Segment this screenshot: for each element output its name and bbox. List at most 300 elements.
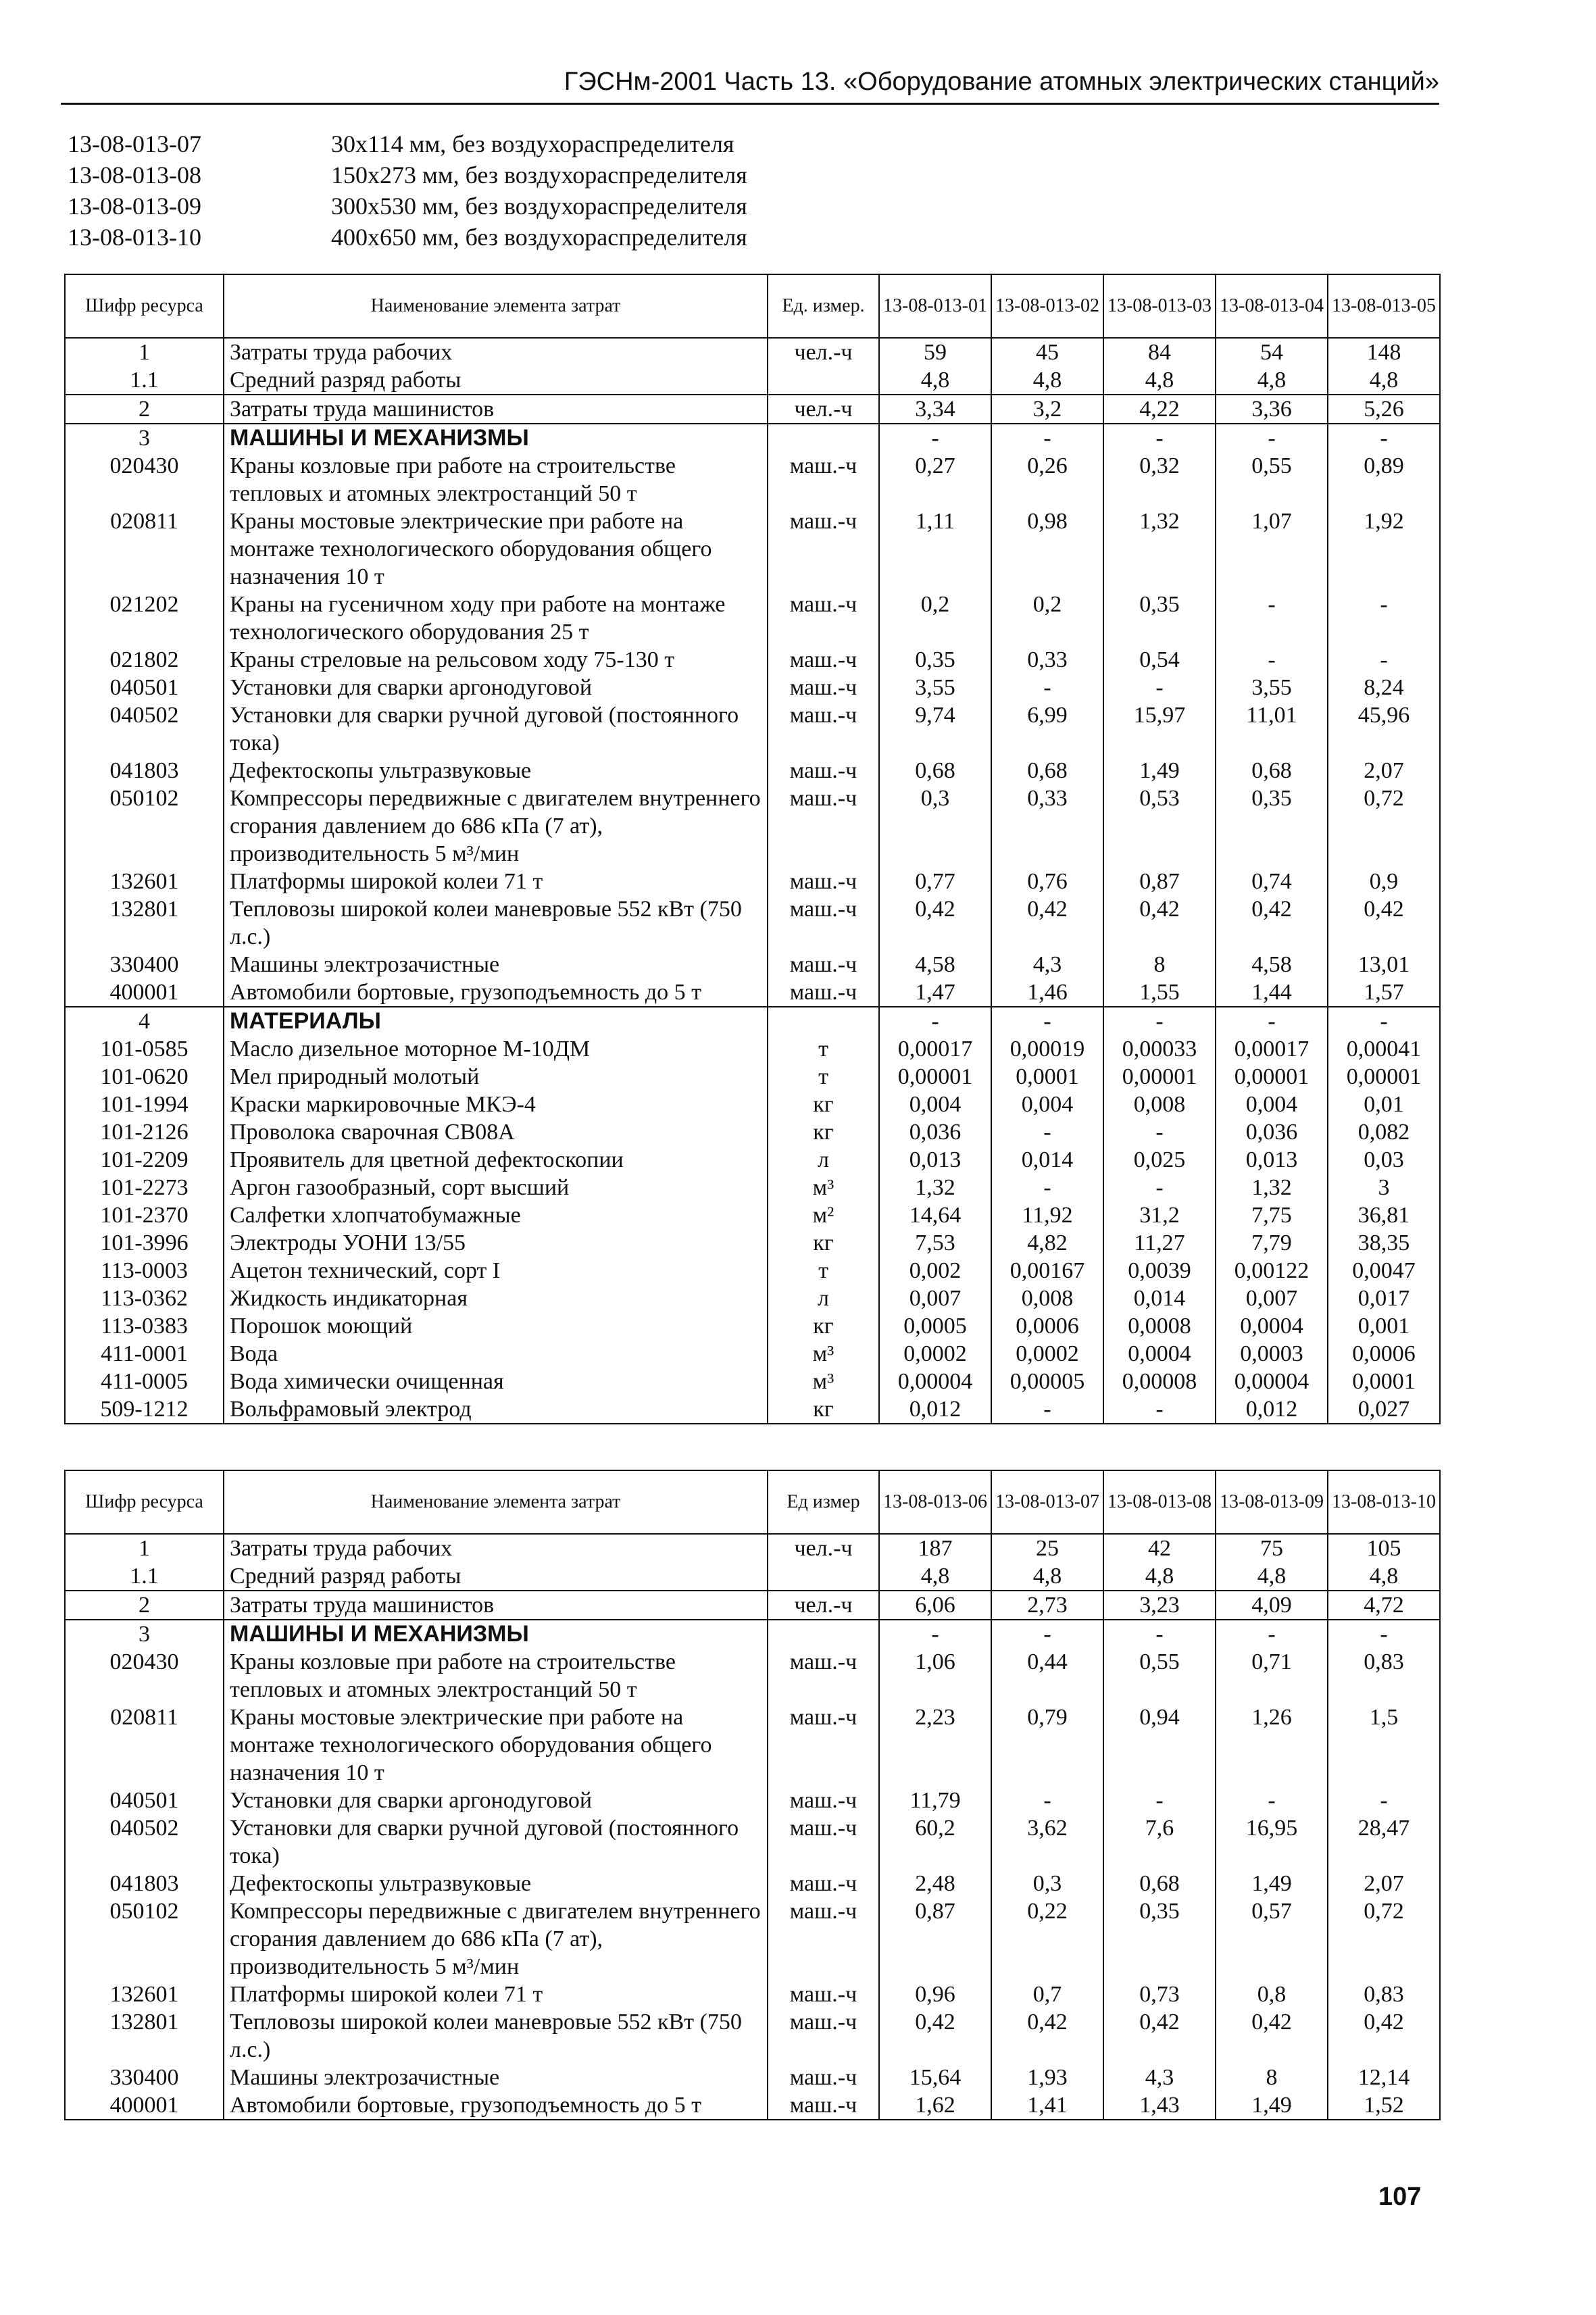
identifier-text: 30x114 мм, без воздухораспределителя <box>331 130 734 157</box>
resource-name: МАШИНЫ И МЕХАНИЗМЫ <box>224 424 768 452</box>
resource-value: 0,00041 <box>1328 1035 1440 1063</box>
resource-code: 050102 <box>65 1897 224 1981</box>
resource-name: Затраты труда рабочих <box>224 338 768 366</box>
resource-value: 1,41 <box>991 2091 1103 2120</box>
resource-value: 4,8 <box>879 1562 991 1591</box>
resource-name: Ацетон технический, сорт I <box>224 1257 768 1285</box>
resource-name: Компрессоры передвижные с двигателем внутреннего сгорания давлением до 686 кПа (7 ат), производительность 5 м³/мин <box>224 785 768 868</box>
resource-value: 4,8 <box>1216 366 1328 395</box>
resource-value: - <box>1216 1620 1328 1648</box>
table-row <box>65 1312 1440 1340</box>
table-row <box>65 895 1440 951</box>
resource-value: 4,8 <box>991 366 1103 395</box>
resource-value: 0,79 <box>991 1703 1103 1787</box>
resource-value: 1,5 <box>1328 1703 1440 1787</box>
resource-value: 1,44 <box>1216 978 1328 1007</box>
resource-name: Машины электрозачистные <box>224 2064 768 2091</box>
resource-value: 3,55 <box>879 674 991 701</box>
page-number: 107 <box>1378 2183 1422 2211</box>
resource-unit: маш.-ч <box>768 701 879 757</box>
identifier-row <box>68 191 747 222</box>
resource-code: 113-0383 <box>65 1312 224 1340</box>
resource-value: 1,32 <box>1103 507 1216 591</box>
resource-name: Салфетки хлопчатобумажные <box>224 1201 768 1229</box>
resource-name: Вольфрамовый электрод <box>224 1395 768 1424</box>
resource-code: 040502 <box>65 1814 224 1870</box>
identifier-row <box>68 159 747 191</box>
resource-name: Жидкость индикаторная <box>224 1285 768 1312</box>
resource-value: 1,57 <box>1328 978 1440 1007</box>
resource-value: 0,0004 <box>1216 1312 1328 1340</box>
table-row <box>65 1981 1440 2008</box>
resource-value: 84 <box>1103 338 1216 366</box>
resource-value: - <box>1103 1787 1216 1814</box>
resource-unit <box>768 1562 879 1591</box>
identifier-row <box>68 128 747 159</box>
resource-unit: маш.-ч <box>768 1981 879 2008</box>
resource-value: 2,23 <box>879 1703 991 1787</box>
resource-value: 0,014 <box>991 1146 1103 1174</box>
resource-unit: кг <box>768 1118 879 1146</box>
table-row <box>65 452 1440 507</box>
resource-unit: маш.-ч <box>768 951 879 978</box>
resource-name: Порошок моющий <box>224 1312 768 1340</box>
resource-name: Краны стреловые на рельсовом ходу 75-130 т <box>224 646 768 674</box>
resource-code: 509-1212 <box>65 1395 224 1424</box>
resource-unit: маш.-ч <box>768 1814 879 1870</box>
resource-value: 4,8 <box>1216 1562 1328 1591</box>
resource-value: 31,2 <box>1103 1201 1216 1229</box>
resource-value: - <box>1328 646 1440 674</box>
table-header-row <box>65 274 1440 338</box>
resource-value: 1,49 <box>1216 2091 1328 2120</box>
resource-name: Машины электрозачистные <box>224 951 768 978</box>
table-row <box>65 395 1440 424</box>
resource-value: 0,3 <box>879 785 991 868</box>
resource-value: 0,013 <box>1216 1146 1328 1174</box>
resource-value: 0,35 <box>879 646 991 674</box>
identifier-code: 13-08-013-10 <box>68 224 201 251</box>
table-row <box>65 1285 1440 1312</box>
resource-unit: маш.-ч <box>768 1703 879 1787</box>
resource-name: Установки для сварки аргонодуговой <box>224 674 768 701</box>
resource-value: 0,0039 <box>1103 1257 1216 1285</box>
resource-unit: м² <box>768 1201 879 1229</box>
resource-value: 7,6 <box>1103 1814 1216 1870</box>
resource-value: 15,97 <box>1103 701 1216 757</box>
resource-value: 59 <box>879 338 991 366</box>
resource-value: 15,64 <box>879 2064 991 2091</box>
resource-unit: маш.-ч <box>768 674 879 701</box>
resource-value: 0,00019 <box>991 1035 1103 1063</box>
resource-code: 1.1 <box>65 366 224 395</box>
resource-value: 4,8 <box>1328 1562 1440 1591</box>
resource-value: 0,42 <box>1216 2008 1328 2064</box>
resource-value: - <box>1216 646 1328 674</box>
resource-name: Проявитель для цветной дефектоскопии <box>224 1146 768 1174</box>
resource-value: 0,42 <box>991 2008 1103 2064</box>
resource-value: 0,082 <box>1328 1118 1440 1146</box>
table-row <box>65 338 1440 366</box>
resource-value: 0,025 <box>1103 1146 1216 1174</box>
table-row <box>65 1174 1440 1201</box>
resource-value: 14,64 <box>879 1201 991 1229</box>
resource-value: 0,3 <box>991 1870 1103 1897</box>
resource-unit: чел.-ч <box>768 1534 879 1562</box>
resource-value: 0,7 <box>991 1981 1103 2008</box>
resource-unit: маш.-ч <box>768 507 879 591</box>
resource-value: 1,62 <box>879 2091 991 2120</box>
resource-value: 0,00122 <box>1216 1257 1328 1285</box>
resource-value: 0,012 <box>1216 1395 1328 1424</box>
header-name: Наименование элемента затрат <box>224 274 768 338</box>
resource-value: 0,03 <box>1328 1146 1440 1174</box>
resource-value: 1,32 <box>1216 1174 1328 1201</box>
resource-unit: маш.-ч <box>768 1648 879 1703</box>
resource-unit: маш.-ч <box>768 868 879 895</box>
resource-name: Масло дизельное моторное М-10ДМ <box>224 1035 768 1063</box>
table-row <box>65 1146 1440 1174</box>
resource-unit: кг <box>768 1312 879 1340</box>
table-row <box>65 1118 1440 1146</box>
resource-code: 101-2126 <box>65 1118 224 1146</box>
resource-value: 0,0004 <box>1103 1340 1216 1368</box>
resource-value: 6,06 <box>879 1591 991 1620</box>
resource-value: 0,9 <box>1328 868 1440 895</box>
resource-code: 041803 <box>65 757 224 785</box>
header-column: 13-08-013-07 <box>991 1470 1103 1534</box>
resource-value: 0,00008 <box>1103 1368 1216 1395</box>
resource-value: 38,35 <box>1328 1229 1440 1257</box>
resource-unit: маш.-ч <box>768 785 879 868</box>
resource-value: 0,32 <box>1103 452 1216 507</box>
resource-unit: маш.-ч <box>768 2091 879 2120</box>
resource-value: 4,3 <box>1103 2064 1216 2091</box>
resource-value: 0,004 <box>879 1091 991 1118</box>
resource-name: Компрессоры передвижные с двигателем внутреннего сгорания давлением до 686 кПа (7 ат), производительность 5 м³/мин <box>224 1897 768 1981</box>
resource-value: - <box>1103 1174 1216 1201</box>
resource-value: 0,00001 <box>879 1063 991 1091</box>
resource-value: 0,036 <box>1216 1118 1328 1146</box>
resource-value: 4,3 <box>991 951 1103 978</box>
table-row <box>65 646 1440 674</box>
resource-code: 050102 <box>65 785 224 868</box>
table-row <box>65 1395 1440 1424</box>
resource-value: 1,07 <box>1216 507 1328 591</box>
table-row <box>65 1562 1440 1591</box>
header-unit: Ед измер <box>768 1470 879 1534</box>
resource-table-1 <box>64 274 1441 1424</box>
resource-code: 041803 <box>65 1870 224 1897</box>
resource-value: 187 <box>879 1534 991 1562</box>
resource-code: 132801 <box>65 2008 224 2064</box>
resource-value: 0,72 <box>1328 785 1440 868</box>
resource-value: 0,35 <box>1103 591 1216 646</box>
resource-value: 3,36 <box>1216 395 1328 424</box>
table-row <box>65 757 1440 785</box>
resource-code: 101-0585 <box>65 1035 224 1063</box>
resource-value: 0,55 <box>1103 1648 1216 1703</box>
identifier-text: 400x650 мм, без воздухораспределителя <box>331 224 747 251</box>
table-row <box>65 951 1440 978</box>
resource-value: 5,26 <box>1328 395 1440 424</box>
resource-value: 3,34 <box>879 395 991 424</box>
table-row <box>65 1648 1440 1703</box>
resource-value: 0,73 <box>1103 1981 1216 2008</box>
resource-value: 4,58 <box>879 951 991 978</box>
resource-value: 45 <box>991 338 1103 366</box>
resource-value: 4,8 <box>1328 366 1440 395</box>
resource-code: 132601 <box>65 1981 224 2008</box>
resource-name: Краны мостовые электрические при работе на монтаже технологического оборудования общего назначения 10 т <box>224 1703 768 1787</box>
header-code: Шифр ресурса <box>65 274 224 338</box>
resource-value: 7,53 <box>879 1229 991 1257</box>
resource-value: 4,8 <box>1103 1562 1216 1591</box>
table-row <box>65 1703 1440 1787</box>
resource-value: 0,68 <box>879 757 991 785</box>
identifier-text: 300x530 мм, без воздухораспределителя <box>331 193 747 220</box>
resource-value: 0,036 <box>879 1118 991 1146</box>
resource-value: 0,42 <box>1103 895 1216 951</box>
resource-value: 1,43 <box>1103 2091 1216 2120</box>
identifier-code: 13-08-013-07 <box>68 130 201 157</box>
resource-value: 0,014 <box>1103 1285 1216 1312</box>
resource-unit: маш.-ч <box>768 757 879 785</box>
table-row <box>65 978 1440 1007</box>
resource-value: 0,71 <box>1216 1648 1328 1703</box>
header-unit: Ед. измер. <box>768 274 879 338</box>
resource-unit: л <box>768 1146 879 1174</box>
resource-value: 0,00005 <box>991 1368 1103 1395</box>
resource-code: 132801 <box>65 895 224 951</box>
resource-value: 0,68 <box>991 757 1103 785</box>
resource-code: 101-2273 <box>65 1174 224 1201</box>
resource-value: 1,93 <box>991 2064 1103 2091</box>
resource-value: 25 <box>991 1534 1103 1562</box>
resource-unit: чел.-ч <box>768 395 879 424</box>
resource-name: Вода <box>224 1340 768 1368</box>
resource-value: 6,99 <box>991 701 1103 757</box>
header-column: 13-08-013-01 <box>879 274 991 338</box>
resource-code: 113-0362 <box>65 1285 224 1312</box>
resource-value: 0,0001 <box>1328 1368 1440 1395</box>
identifier-code: 13-08-013-09 <box>68 193 201 220</box>
resource-value: 0,00033 <box>1103 1035 1216 1063</box>
resource-value: 0,87 <box>1103 868 1216 895</box>
header-column: 13-08-013-04 <box>1216 274 1328 338</box>
table-row <box>65 1591 1440 1620</box>
resource-value: 0,42 <box>879 895 991 951</box>
resource-value: 3,23 <box>1103 1591 1216 1620</box>
resource-value: - <box>879 424 991 452</box>
resource-value: 8,24 <box>1328 674 1440 701</box>
resource-value: 4,09 <box>1216 1591 1328 1620</box>
table-row <box>65 2091 1440 2120</box>
resource-unit: м³ <box>768 1174 879 1201</box>
resource-code: 020811 <box>65 507 224 591</box>
resource-unit: маш.-ч <box>768 2008 879 2064</box>
resource-value: 0,0001 <box>991 1063 1103 1091</box>
resource-value: - <box>1328 1620 1440 1648</box>
resource-value: 45,96 <box>1328 701 1440 757</box>
resource-value: 1,52 <box>1328 2091 1440 2120</box>
header-column: 13-08-013-10 <box>1328 1470 1440 1534</box>
resource-value: 1,06 <box>879 1648 991 1703</box>
resource-name: Средний разряд работы <box>224 1562 768 1591</box>
resource-value: 0,27 <box>879 452 991 507</box>
header-column: 13-08-013-08 <box>1103 1470 1216 1534</box>
resource-value: - <box>1103 1395 1216 1424</box>
header-column: 13-08-013-05 <box>1328 274 1440 338</box>
table-row <box>65 424 1440 452</box>
resource-value: 0,013 <box>879 1146 991 1174</box>
resource-value: 0,96 <box>879 1981 991 2008</box>
table-row <box>65 1091 1440 1118</box>
resource-name: Установки для сварки аргонодуговой <box>224 1787 768 1814</box>
resource-unit: маш.-ч <box>768 1870 879 1897</box>
resource-value: 4,58 <box>1216 951 1328 978</box>
resource-value: - <box>991 424 1103 452</box>
table-row <box>65 591 1440 646</box>
resource-unit: чел.-ч <box>768 338 879 366</box>
resource-value: 0,00017 <box>1216 1035 1328 1063</box>
resource-value: - <box>1216 1787 1328 1814</box>
page-header-title: ГЭСНм-2001 Часть 13. «Оборудование атомных электрических станций» <box>564 68 1439 96</box>
resource-value: 3 <box>1328 1174 1440 1201</box>
resource-value: 13,01 <box>1328 951 1440 978</box>
resource-value: 0,33 <box>991 646 1103 674</box>
resource-value: 0,87 <box>879 1897 991 1981</box>
resource-code: 101-2370 <box>65 1201 224 1229</box>
resource-unit: м³ <box>768 1340 879 1368</box>
resource-value: 3,55 <box>1216 674 1328 701</box>
resource-value: 11,01 <box>1216 701 1328 757</box>
resource-value: 0,2 <box>991 591 1103 646</box>
table-row <box>65 2008 1440 2064</box>
table-row <box>65 1534 1440 1562</box>
resource-unit <box>768 1007 879 1035</box>
resource-value: - <box>1103 424 1216 452</box>
table-row <box>65 868 1440 895</box>
resource-unit <box>768 424 879 452</box>
resource-value: - <box>1103 1118 1216 1146</box>
resource-value: 0,8 <box>1216 1981 1328 2008</box>
resource-value: 0,42 <box>1328 895 1440 951</box>
resource-name: Дефектоскопы ультразвуковые <box>224 757 768 785</box>
resource-value: 16,95 <box>1216 1814 1328 1870</box>
resource-code: 021802 <box>65 646 224 674</box>
resource-name: Средний разряд работы <box>224 366 768 395</box>
resource-code: 3 <box>65 1620 224 1648</box>
resource-code: 101-1994 <box>65 1091 224 1118</box>
resource-value: 0,00004 <box>1216 1368 1328 1395</box>
resource-value: 11,92 <box>991 1201 1103 1229</box>
resource-value: 0,54 <box>1103 646 1216 674</box>
resource-value: 8 <box>1103 951 1216 978</box>
resource-value: 148 <box>1328 338 1440 366</box>
resource-value: 28,47 <box>1328 1814 1440 1870</box>
resource-value: 7,75 <box>1216 1201 1328 1229</box>
resource-value: 105 <box>1328 1534 1440 1562</box>
resource-value: 60,2 <box>879 1814 991 1870</box>
resource-value: 54 <box>1216 338 1328 366</box>
resource-value: 0,007 <box>879 1285 991 1312</box>
resource-name: Мел природный молотый <box>224 1063 768 1091</box>
table-row <box>65 1620 1440 1648</box>
resource-value: 0,42 <box>1216 895 1328 951</box>
resource-value: 0,42 <box>879 2008 991 2064</box>
resource-code: 411-0001 <box>65 1340 224 1368</box>
table-row <box>65 1035 1440 1063</box>
resource-value: 1,49 <box>1216 1870 1328 1897</box>
resource-value: 0,00001 <box>1216 1063 1328 1091</box>
header-column: 13-08-013-02 <box>991 274 1103 338</box>
resource-value: - <box>1216 591 1328 646</box>
resource-code: 330400 <box>65 2064 224 2091</box>
resource-name: Установки для сварки ручной дуговой (постоянного тока) <box>224 701 768 757</box>
resource-code: 2 <box>65 1591 224 1620</box>
resource-value: 0,77 <box>879 868 991 895</box>
resource-code: 1.1 <box>65 1562 224 1591</box>
resource-value: 2,73 <box>991 1591 1103 1620</box>
resource-value: 2,07 <box>1328 757 1440 785</box>
resource-value: 0,00167 <box>991 1257 1103 1285</box>
resource-value: 0,0006 <box>991 1312 1103 1340</box>
resource-code: 132601 <box>65 868 224 895</box>
header-column: 13-08-013-06 <box>879 1470 991 1534</box>
resource-code: 040501 <box>65 674 224 701</box>
resource-code: 101-2209 <box>65 1146 224 1174</box>
resource-name: Платформы широкой колеи 71 т <box>224 868 768 895</box>
resource-value: 4,8 <box>879 366 991 395</box>
resource-value: 9,74 <box>879 701 991 757</box>
table-row <box>65 1063 1440 1091</box>
resource-value: 1,46 <box>991 978 1103 1007</box>
resource-value: - <box>1216 424 1328 452</box>
resource-unit: чел.-ч <box>768 1591 879 1620</box>
resource-value: 0,72 <box>1328 1897 1440 1981</box>
resource-name: МАШИНЫ И МЕХАНИЗМЫ <box>224 1620 768 1648</box>
resource-value: 0,44 <box>991 1648 1103 1703</box>
resource-code: 411-0005 <box>65 1368 224 1395</box>
header-rule <box>61 103 1439 105</box>
resource-value: 0,74 <box>1216 868 1328 895</box>
resource-name: Установки для сварки ручной дуговой (постоянного тока) <box>224 1814 768 1870</box>
resource-value: - <box>879 1007 991 1035</box>
resource-value: 1,47 <box>879 978 991 1007</box>
resource-value: 0,0002 <box>879 1340 991 1368</box>
resource-value: - <box>991 1118 1103 1146</box>
table-row <box>65 1897 1440 1981</box>
resource-value: 0,008 <box>991 1285 1103 1312</box>
resource-value: 1,92 <box>1328 507 1440 591</box>
resource-value: 0,42 <box>1328 2008 1440 2064</box>
resource-name: Автомобили бортовые, грузоподъемность до 5 т <box>224 978 768 1007</box>
resource-code: 1 <box>65 338 224 366</box>
resource-value: 4,72 <box>1328 1591 1440 1620</box>
table-row <box>65 507 1440 591</box>
resource-name: Проволока сварочная СВ08А <box>224 1118 768 1146</box>
table-row <box>65 1368 1440 1395</box>
resource-value: 0,00017 <box>879 1035 991 1063</box>
resource-code: 400001 <box>65 2091 224 2120</box>
resource-value: 0,008 <box>1103 1091 1216 1118</box>
resource-unit: маш.-ч <box>768 591 879 646</box>
resource-code: 040502 <box>65 701 224 757</box>
table-row <box>65 674 1440 701</box>
table-row <box>65 2064 1440 2091</box>
resource-value: 0,42 <box>1103 2008 1216 2064</box>
